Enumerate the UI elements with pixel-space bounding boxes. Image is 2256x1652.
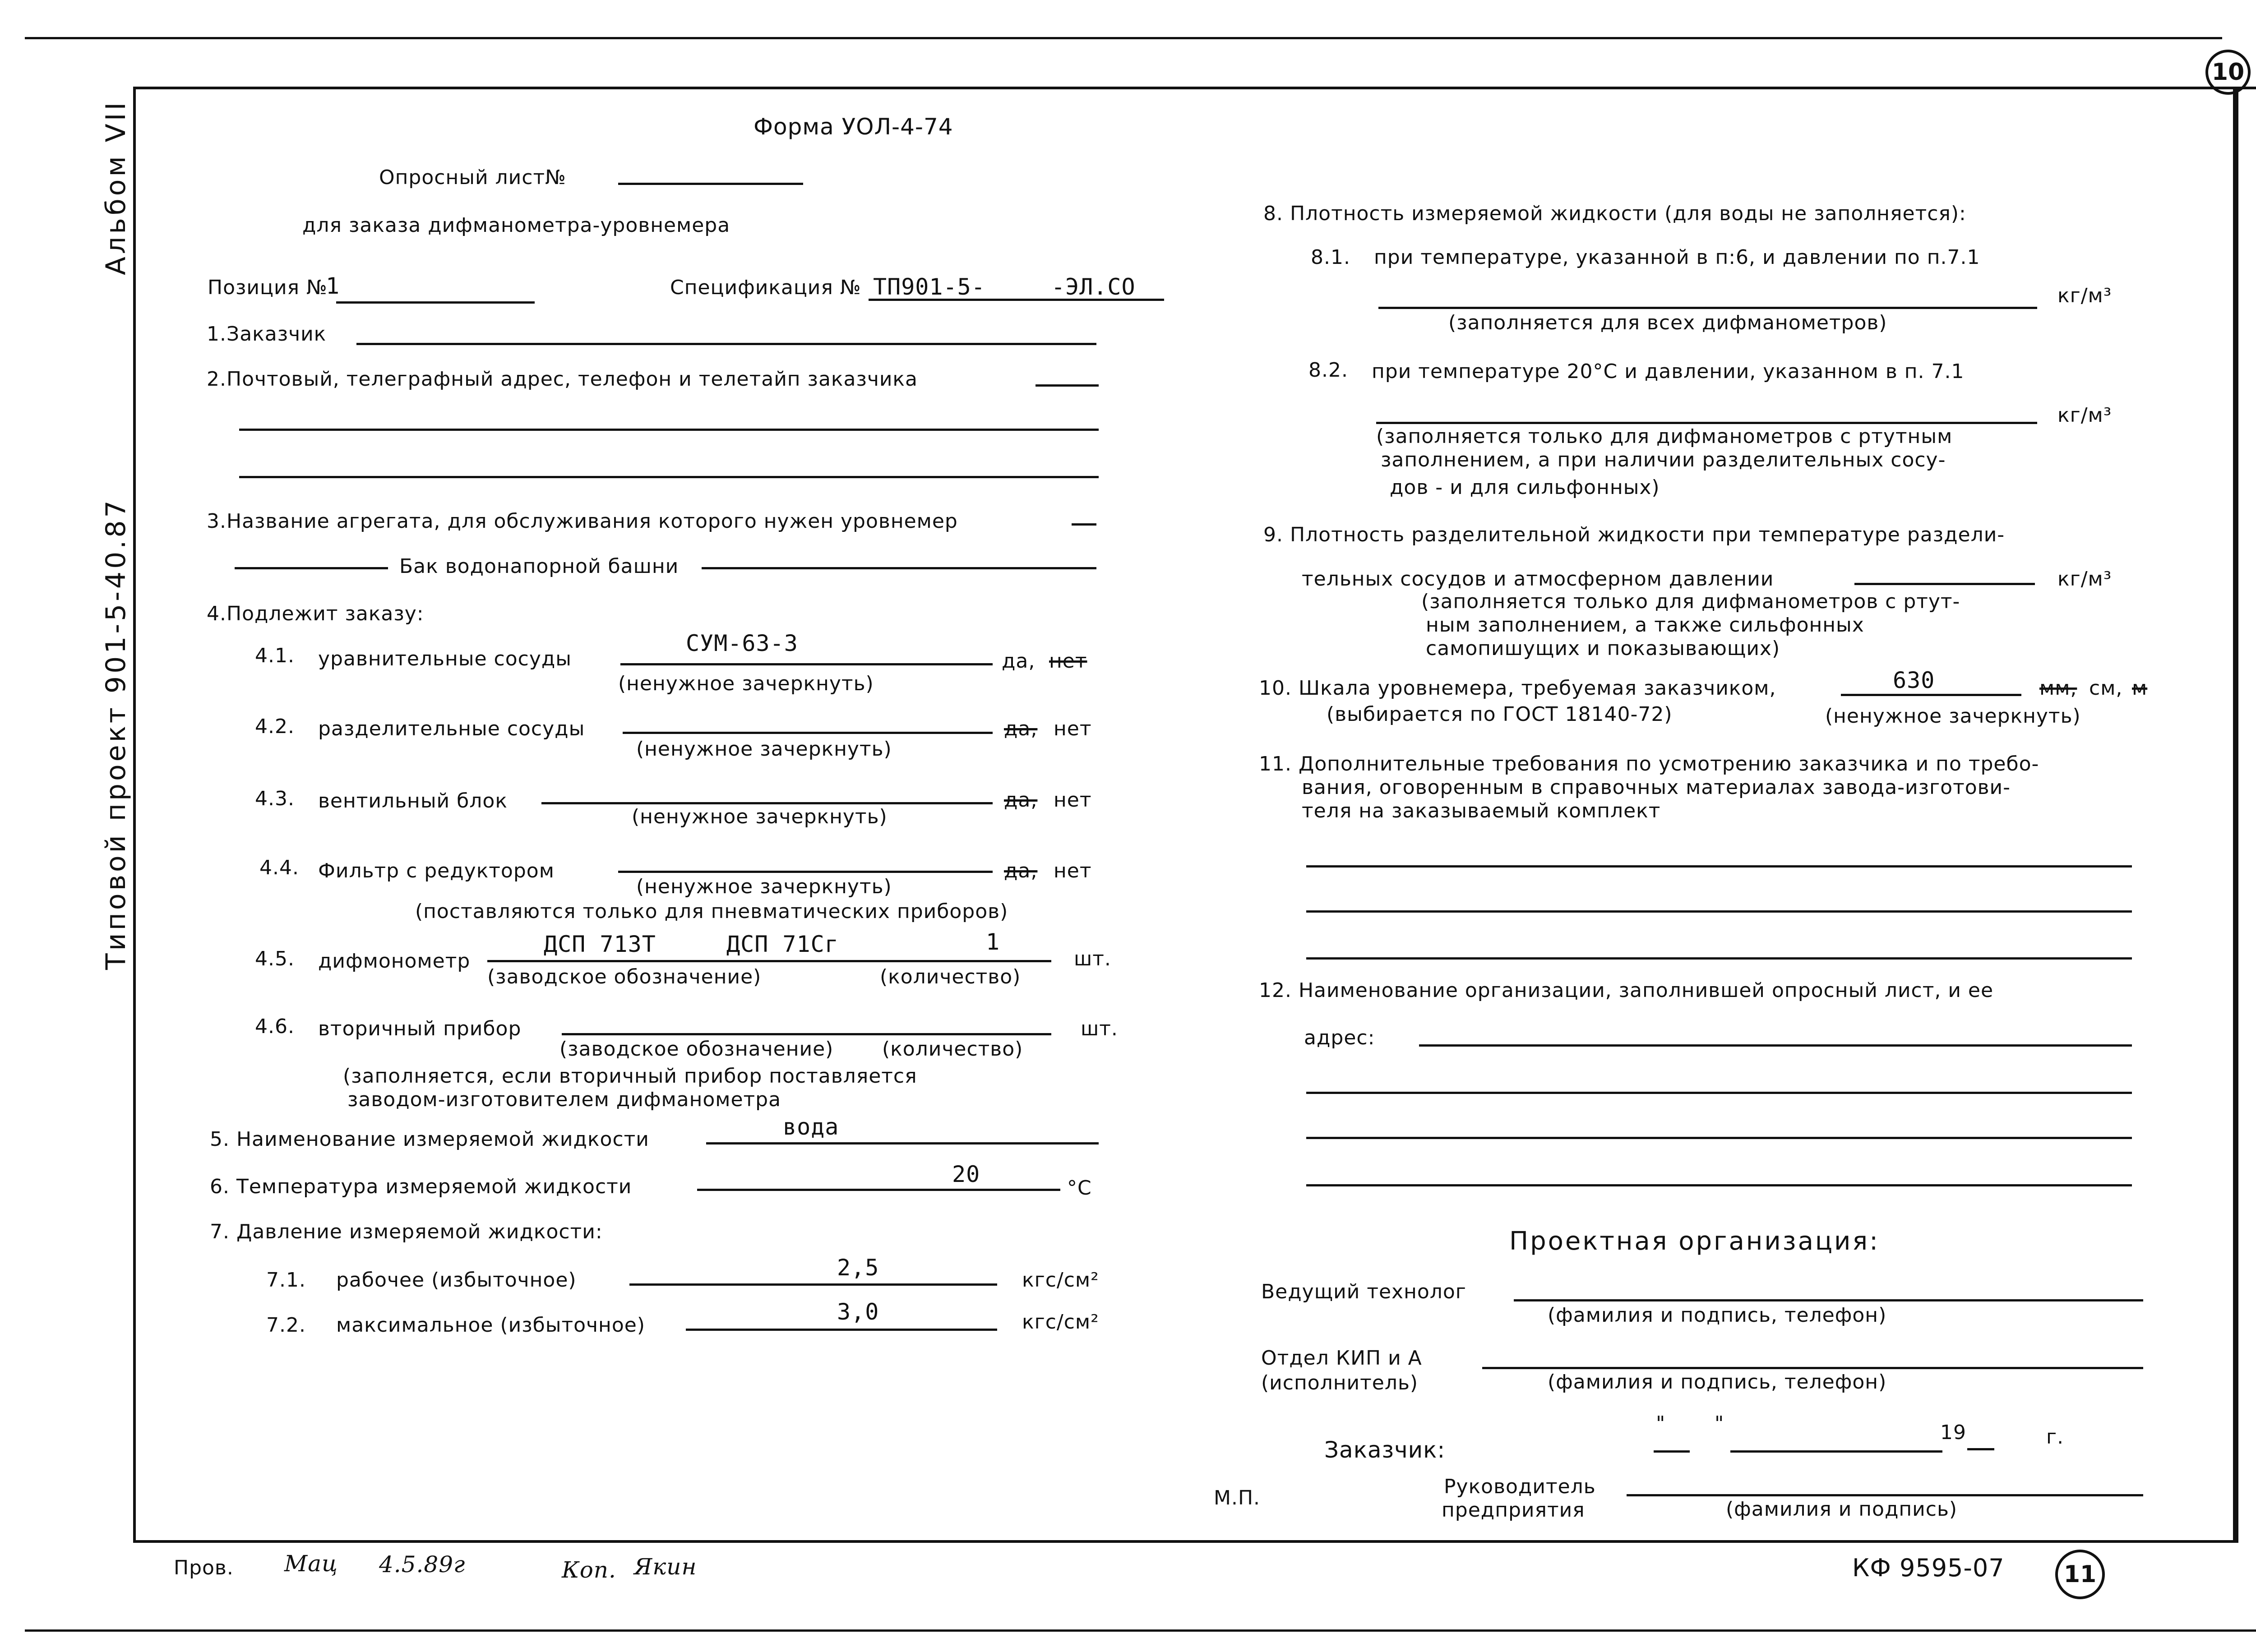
item-4-6-note-1: (заводское обозначение) (559, 1038, 834, 1061)
item-5-fluid: 5. Наименование измеряемой жидкости (210, 1128, 649, 1151)
customer-label: Заказчик: (1324, 1437, 1446, 1463)
copy-label: Коп. (562, 1557, 616, 1583)
item-9-separator-density: 9. Плотность разделительной жидкости при температуре раздели- (1263, 523, 2005, 546)
item-12-address-label: адрес: (1304, 1026, 1375, 1049)
item-6-line (697, 1189, 1060, 1191)
item-4-3-line (541, 802, 993, 804)
item-4-4-line (618, 871, 993, 873)
design-org-title: Проектная организация: (1509, 1227, 1880, 1256)
item-2-line-c (239, 476, 1099, 478)
item-10-value: 630 (1893, 667, 1935, 693)
position-line (336, 301, 535, 304)
item-9-line-2: тельных сосудов и атмосферном давлении (1302, 568, 1774, 591)
item-4-2-num: 4.2. (255, 715, 295, 738)
item-8-density: 8. Плотность измеряемой жидкости (для воды не заполняется): (1263, 202, 1966, 225)
album-label: Альбом VII (100, 99, 132, 275)
item-4-5-value-2: ДСП 71Сг (726, 931, 839, 957)
date-year-suffix: г. (2046, 1426, 2064, 1449)
stamp-place-label: М.П. (1214, 1486, 1261, 1509)
item-10-note-1: (выбирается по ГОСТ 18140-72) (1327, 703, 1673, 726)
item-9-unit: кг/м³ (2057, 568, 2112, 591)
item-6-value: 20 (952, 1161, 980, 1187)
checked-signature: Мац (284, 1550, 338, 1577)
item-4-5-label: дифмонометр (318, 950, 471, 973)
item-8-1-label: при температуре, указанной в п:6, и давлении по п.7.1 (1374, 246, 1980, 269)
item-4-5-unit: шт. (1074, 947, 1111, 970)
kip-department-label: Отдел КИП и А (1261, 1347, 1422, 1370)
item-8-1-line (1378, 307, 2037, 309)
item-11-fill-2 (1306, 910, 2132, 913)
item-4-5-num: 4.5. (255, 947, 295, 970)
item-4-6-label: вторичный прибор (318, 1017, 522, 1040)
item-8-2-label: при температуре 20°С и давлении, указанном в п. 7.1 (1372, 360, 1965, 383)
date-quote-close: " (1715, 1412, 1724, 1435)
item-7-1-value: 2,5 (837, 1255, 879, 1281)
item-8-1-note: (заполняется для всех дифманометров) (1448, 311, 1887, 334)
checked-date: 4.5.89г (379, 1551, 466, 1578)
item-4-1-value: СУМ-63-3 (686, 630, 798, 656)
item-10-scale: 10. Шкала уровнемера, требуемая заказчиком, (1259, 677, 1776, 700)
item-8-1-unit: кг/м³ (2057, 284, 2112, 307)
item-4-1-num: 4.1. (255, 644, 295, 667)
item-7-1-num: 7.1. (266, 1269, 306, 1292)
item-4-3-yes: да, (1004, 789, 1038, 812)
item-12-fill-1 (1419, 1044, 2132, 1047)
right-border-line (2236, 87, 2238, 1543)
item-2-line-a (1036, 384, 1099, 387)
head-signature-note: (фамилия и подпись) (1726, 1498, 1958, 1521)
item-11-fill-3 (1306, 957, 2132, 960)
item-4-5-note-1: (заводское обозначение) (487, 965, 762, 988)
item-2-line-b (239, 429, 1099, 431)
sheet-number-top: 10 (2205, 50, 2251, 95)
item-4-6-note-4: заводом-изготовителем дифманометра (347, 1088, 781, 1111)
form-purpose: для заказа дифманометра-уровнемера (302, 214, 730, 237)
item-7-2-line (686, 1329, 997, 1331)
item-4-3-no: нет (1054, 789, 1092, 812)
kip-department-executor: (исполнитель) (1261, 1371, 1419, 1394)
item-8-2-note-2: заполнением, а при наличии разделительных сосу- (1381, 448, 1946, 471)
item-1-customer: 1.Заказчик (207, 323, 327, 346)
item-8-2-note-1: (заполняется только для дифманометров с ртутным (1376, 425, 1953, 448)
item-4-4-label: Фильтр с редуктором (318, 859, 555, 882)
sheet-number-bottom: 11 (2055, 1550, 2105, 1599)
item-6-temperature: 6. Температура измеряемой жидкости (210, 1175, 632, 1198)
bottom-outer-rule (25, 1629, 2256, 1632)
item-12-fill-4 (1306, 1184, 2132, 1186)
item-4-3-label: вентильный блок (318, 789, 508, 812)
item-10-m: м (2132, 677, 2148, 700)
item-1-line (356, 343, 1096, 345)
date-year-prefix: 19 (1940, 1421, 1966, 1444)
item-4-2-line (623, 732, 993, 734)
position-label: Позиция № (208, 276, 328, 299)
item-9-note-2: ным заполнением, а также сильфонных (1426, 614, 1864, 637)
item-4-1-label: уравнительные сосуды (318, 647, 572, 670)
spec-value-2: -ЭЛ.СО (1051, 274, 1136, 300)
item-4-6-note-2: (количество) (882, 1038, 1023, 1061)
item-4-5-qty: 1 (986, 929, 1000, 955)
item-3-value: Бак водонапорной башни (399, 555, 679, 578)
survey-sheet-label: Опросный лист№ (379, 166, 566, 189)
item-11-line-1: 11. Дополнительные требования по усмотрению заказчика и по требо- (1259, 752, 2039, 775)
item-4-3-num: 4.3. (255, 787, 295, 810)
checked-label: Пров. (174, 1556, 234, 1579)
spec-value-1: ТП901-5- (873, 274, 985, 300)
item-6-unit: °С (1067, 1177, 1092, 1200)
item-10-mm: мм, (2039, 677, 2077, 700)
item-4-2-no: нет (1054, 717, 1092, 740)
item-4-5-value-1: ДСП 713Т (544, 931, 656, 957)
item-4-4-num: 4.4. (259, 856, 299, 879)
kip-department-line (1482, 1367, 2143, 1369)
item-3-line-c (702, 567, 1096, 569)
item-7-1-line (629, 1283, 997, 1286)
item-4-6-num: 4.6. (255, 1015, 295, 1038)
item-3-unit-name: 3.Название агрегата, для обслуживания которого нужен уровнемер (207, 510, 958, 533)
item-4-6-note-3: (заполняется, если вторичный прибор поставляется (343, 1065, 917, 1088)
head-signature-line (1627, 1494, 2143, 1496)
item-8-1-num: 8.1. (1311, 246, 1350, 269)
item-11-line-2: вания, оговоренным в справочных материалах завода-изготови- (1302, 776, 2011, 799)
item-4-1-no: нет (1049, 650, 1087, 673)
item-10-line (1841, 694, 2021, 696)
item-4-4-yes: да, (1004, 859, 1038, 882)
survey-sheet-line (618, 183, 803, 185)
top-outer-rule (25, 37, 2222, 39)
copy-signature: Якин (634, 1554, 697, 1580)
item-4-6-line (562, 1033, 1051, 1035)
item-4-2-yes: да, (1004, 717, 1038, 740)
spec-line (869, 299, 1164, 301)
item-12-organization: 12. Наименование организации, заполнившей опросный лист, и ее (1259, 979, 1994, 1002)
item-7-1-label: рабочее (избыточное) (336, 1269, 577, 1292)
item-5-value: вода (783, 1114, 839, 1140)
item-4-1-line (620, 663, 993, 665)
item-4-5-line (487, 960, 1051, 962)
item-9-line (1854, 583, 2035, 585)
item-10-cm: см, (2089, 677, 2123, 700)
item-4-4-note-1: (ненужное зачеркнуть) (636, 875, 892, 898)
lead-technologist-line (1514, 1299, 2143, 1301)
date-year-line (1967, 1448, 1994, 1450)
item-5-line (706, 1142, 1099, 1144)
head-label-2: предприятия (1442, 1499, 1585, 1522)
item-4-4-no: нет (1054, 859, 1092, 882)
item-11-line-3: теля на заказываемый комплект (1302, 799, 1661, 822)
item-4-1-note: (ненужное зачеркнуть) (618, 672, 874, 695)
item-7-pressure: 7. Давление измеряемой жидкости: (210, 1220, 603, 1243)
item-8-2-num: 8.2. (1308, 359, 1348, 382)
spec-label: Спецификация № (670, 276, 861, 299)
item-4-3-note: (ненужное зачеркнуть) (632, 805, 888, 828)
item-3-line-b (235, 567, 388, 569)
document-code: КФ 9595-07 (1852, 1554, 2005, 1582)
item-8-2-note-3: дов - и для сильфонных) (1390, 476, 1660, 499)
head-label-1: Руководитель (1444, 1475, 1596, 1498)
item-4-2-label: разделительные сосуды (318, 717, 585, 740)
item-4-1-yes: да, (1002, 650, 1036, 673)
position-value: 1 (326, 273, 340, 299)
item-4-2-note: (ненужное зачеркнуть) (636, 738, 892, 761)
item-9-note-3: самопишущих и показывающих) (1426, 637, 1780, 660)
item-12-fill-2 (1306, 1092, 2132, 1094)
date-month-line (1730, 1450, 1942, 1453)
item-8-2-line (1376, 422, 2037, 424)
item-7-2-unit: кгс/см² (1022, 1311, 1099, 1334)
item-4-4-note-2: (поставляются только для пневматических приборов) (415, 900, 1008, 923)
item-2-address: 2.Почтовый, телеграфный адрес, телефон и телетайп заказчика (207, 368, 918, 391)
item-3-line-a (1072, 523, 1096, 526)
item-12-fill-3 (1306, 1137, 2132, 1139)
item-7-1-unit: кгс/см² (1022, 1269, 1099, 1292)
item-7-2-value: 3,0 (837, 1299, 879, 1325)
item-4-order: 4.Подлежит заказу: (207, 602, 424, 625)
date-day-line (1654, 1450, 1690, 1453)
lead-technologist-label: Ведущий технолог (1261, 1280, 1466, 1303)
kip-department-note: (фамилия и подпись, телефон) (1548, 1371, 1887, 1394)
date-quote-open: " (1656, 1412, 1666, 1435)
form-title: Форма УОЛ-4-74 (754, 114, 953, 140)
item-9-note-1: (заполняется только для дифманометров с ртут- (1421, 590, 1960, 613)
item-10-note-2: (ненужное зачеркнуть) (1825, 705, 2081, 728)
item-4-5-note-2: (количество) (880, 965, 1021, 988)
item-11-fill-1 (1306, 865, 2132, 868)
project-label: Типовой проект 901-5-40.87 (100, 498, 132, 970)
item-7-2-num: 7.2. (266, 1314, 306, 1337)
item-7-2-label: максимальное (избыточное) (336, 1314, 645, 1337)
item-4-6-unit: шт. (1081, 1017, 1118, 1040)
lead-technologist-note: (фамилия и подпись, телефон) (1548, 1304, 1887, 1327)
item-8-2-unit: кг/м³ (2057, 404, 2112, 427)
